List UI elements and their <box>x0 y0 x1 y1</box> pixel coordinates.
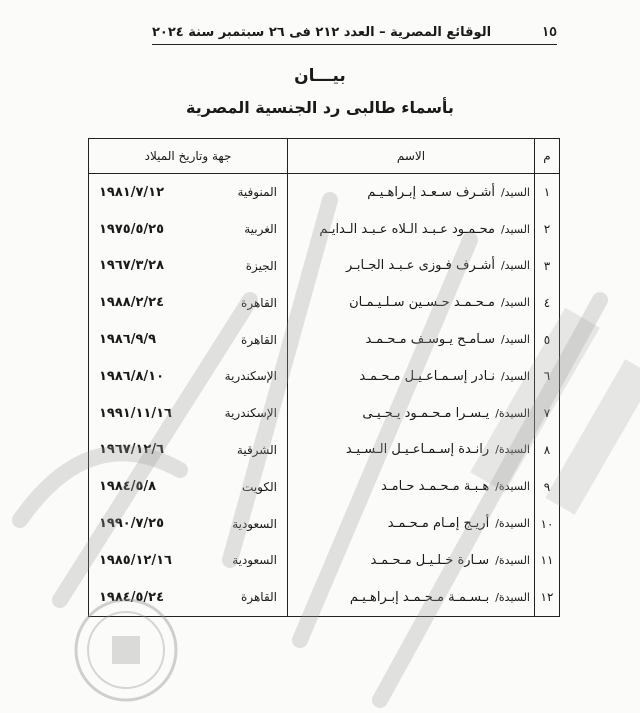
honorific: السيدة/ <box>495 517 530 531</box>
applicant-name: رانـدة إسـمـاعـيـل الـسـيـد <box>345 442 490 458</box>
table-row <box>89 211 560 248</box>
birth-place: القاهرة <box>241 332 277 347</box>
page-header <box>152 20 557 45</box>
birth-place: الشرقية <box>236 442 277 457</box>
birth-date: ١٩٦٧/١٢/٦ <box>99 442 165 458</box>
column-header-number: م <box>535 139 560 174</box>
honorific: السيدة/ <box>495 590 530 604</box>
page-number: ١٥ <box>541 24 557 40</box>
birth-info-cell <box>89 542 288 579</box>
applicant-name: مـحـمـد حـسـين سـلـيـمـان <box>349 295 495 311</box>
row-number: ٤ <box>535 284 560 321</box>
birth-place: السعودية <box>232 553 277 568</box>
table-row <box>89 432 560 469</box>
birth-date: ١٩٨٤/٥/٢٤ <box>99 589 165 605</box>
applicant-name: أريـج إمـام مـحـمـد <box>387 516 490 532</box>
applicant-name: بـسـمـة مـحـمـد إبـراهـيـم <box>349 589 490 605</box>
birth-info-cell <box>89 248 288 285</box>
row-number: ٩ <box>535 468 560 505</box>
birth-info-cell <box>89 358 288 395</box>
honorific: السيدة/ <box>495 406 530 420</box>
birth-place: القاهرة <box>241 295 277 310</box>
table-header-row <box>89 139 560 174</box>
column-header-name: الاسم <box>288 139 535 174</box>
applicant-name-cell <box>288 505 535 542</box>
table-row <box>89 248 560 285</box>
applicant-name-cell <box>288 321 535 358</box>
table-row <box>89 395 560 432</box>
birth-place: الكويت <box>242 479 277 494</box>
row-number: ١١ <box>535 542 560 579</box>
applicants-table <box>88 138 560 617</box>
birth-place: الغربية <box>244 222 277 237</box>
applicant-name: سـارة خـلـيـل مـحـمـد <box>370 552 490 568</box>
birth-date: ١٩٨١/٧/١٢ <box>99 184 165 200</box>
honorific: السيدة/ <box>495 480 530 494</box>
table-row <box>89 284 560 321</box>
birth-info-cell <box>89 284 288 321</box>
applicant-name-cell <box>288 174 535 211</box>
applicant-name-cell <box>288 579 535 616</box>
applicant-name-cell <box>288 395 535 432</box>
birth-place: الإسكندرية <box>224 369 277 384</box>
row-number: ٨ <box>535 432 560 469</box>
table-row <box>89 468 560 505</box>
birth-date: ١٩٦٧/٣/٢٨ <box>99 258 165 274</box>
applicant-name-cell <box>288 284 535 321</box>
birth-date: ١٩٩٠/٧/٢٥ <box>99 516 165 532</box>
honorific: السيد/ <box>500 259 530 273</box>
applicant-name-cell <box>288 358 535 395</box>
applicant-name-cell <box>288 468 535 505</box>
table-row <box>89 505 560 542</box>
birth-place: الجيزة <box>245 258 277 273</box>
applicant-name: هـبـة مـحـمـد حـامـد <box>381 479 490 495</box>
applicant-name: أشـرف فـوزى عـبـد الجـابـر <box>345 258 495 274</box>
honorific: السيد/ <box>500 222 530 236</box>
applicant-name: أشـرف سـعـد إبـراهـيـم <box>367 184 495 200</box>
row-number: ١٠ <box>535 505 560 542</box>
applicant-name: سـامـح يـوسـف مـحـمـد <box>365 332 495 348</box>
birth-info-cell <box>89 321 288 358</box>
table-row <box>89 542 560 579</box>
honorific: السيدة/ <box>495 553 530 567</box>
row-number: ١٢ <box>535 579 560 616</box>
row-number: ٥ <box>535 321 560 358</box>
table-row <box>89 321 560 358</box>
row-number: ١ <box>535 174 560 211</box>
birth-info-cell <box>89 505 288 542</box>
birth-info-cell <box>89 395 288 432</box>
birth-place: المنوفية <box>237 185 277 200</box>
seal-stamp <box>72 596 180 704</box>
applicant-name: محـمـود عـبـد الـلاه عـبـد الـدايـم <box>319 221 495 237</box>
table-row <box>89 358 560 395</box>
honorific: السيد/ <box>500 333 530 347</box>
document-subtitle: بأسماء طالبى رد الجنسية المصرية <box>186 98 454 117</box>
honorific: السيد/ <box>500 185 530 199</box>
birth-date: ١٩٨٦/٩/٩ <box>99 332 157 348</box>
honorific: السيد/ <box>500 369 530 383</box>
applicant-name: نـادر إسـمـاعـيـل مـحـمـد <box>359 368 495 384</box>
applicant-name-cell <box>288 211 535 248</box>
applicant-name-cell <box>288 542 535 579</box>
column-header-birth: جهة وتاريخ الميلاد <box>89 139 288 174</box>
row-number: ٦ <box>535 358 560 395</box>
birth-date: ١٩٩١/١١/١٦ <box>99 405 172 421</box>
birth-date: ١٩٨٤/٥/٨ <box>99 479 157 495</box>
applicant-name: يـسـرا مـحـمـود يـحـيـى <box>362 405 490 421</box>
birth-info-cell <box>89 174 288 211</box>
birth-date: ١٩٨٦/٨/١٠ <box>99 368 165 384</box>
row-number: ٧ <box>535 395 560 432</box>
applicant-name-cell <box>288 248 535 285</box>
birth-place: القاهرة <box>241 590 277 605</box>
birth-place: السعودية <box>232 516 277 531</box>
birth-date: ١٩٧٥/٥/٢٥ <box>99 221 165 237</box>
applicant-name-cell <box>288 432 535 469</box>
birth-info-cell <box>89 468 288 505</box>
row-number: ٢ <box>535 211 560 248</box>
table-row <box>89 174 560 211</box>
birth-place: الإسكندرية <box>224 406 277 421</box>
birth-date: ١٩٨٥/١٢/١٦ <box>99 552 172 568</box>
birth-info-cell <box>89 211 288 248</box>
row-number: ٣ <box>535 248 560 285</box>
document-title: بيـــان <box>294 66 346 86</box>
gazette-header-title: الوقائع المصرية – العدد ٢١٢ فى ٢٦ سبتمبر سنة ٢٠٢٤ <box>152 24 492 40</box>
birth-date: ١٩٨٨/٢/٢٤ <box>99 295 165 311</box>
honorific: السيدة/ <box>495 443 530 457</box>
honorific: السيد/ <box>500 296 530 310</box>
birth-info-cell <box>89 432 288 469</box>
